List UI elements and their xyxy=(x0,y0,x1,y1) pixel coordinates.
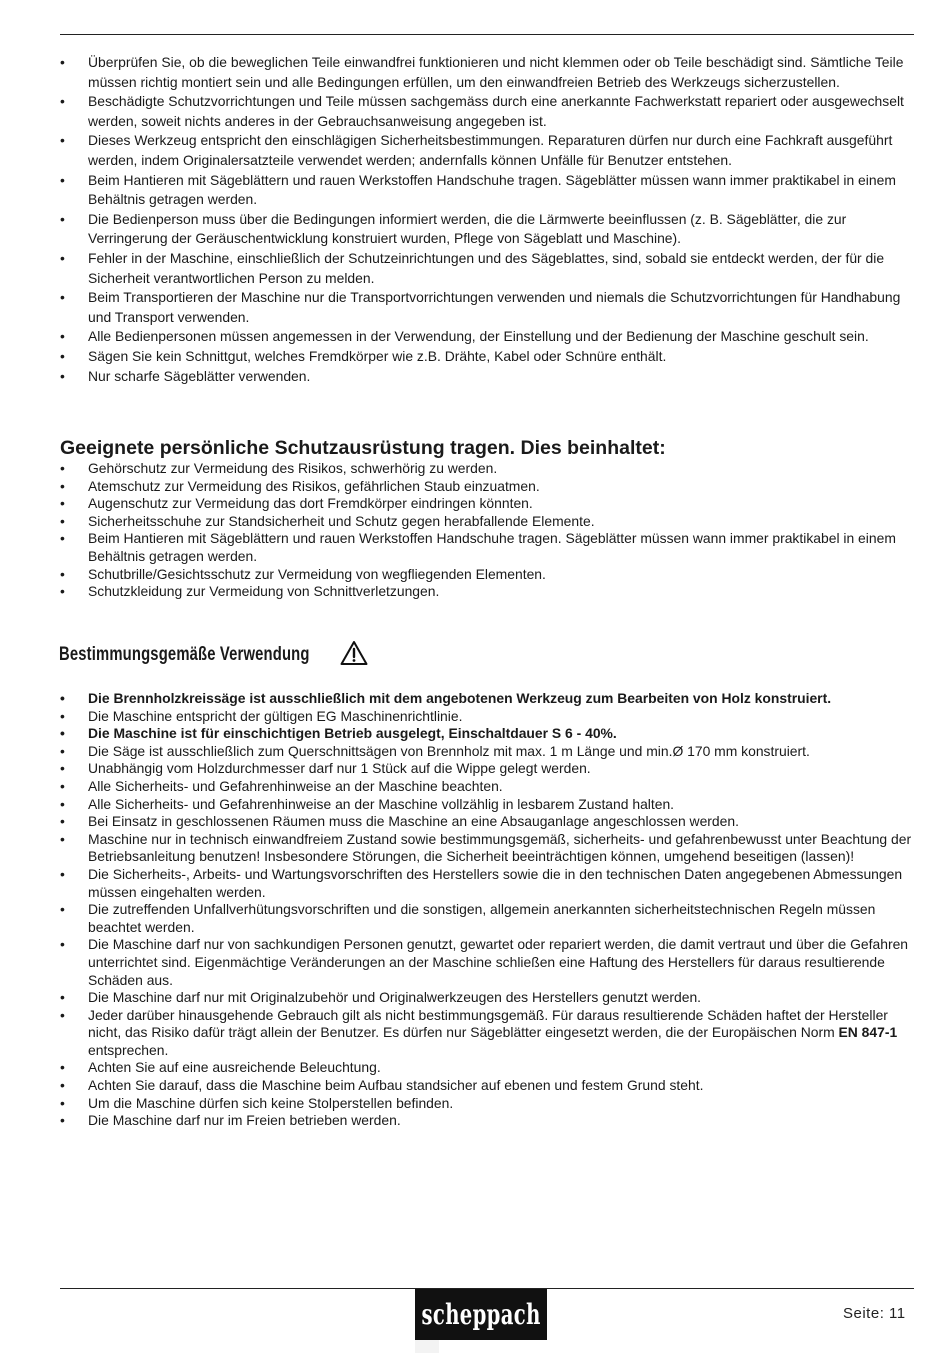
list-item-norm xyxy=(60,1007,914,1060)
list-item: • Bei Einsatz in geschlossenen Räumen muss die Maschine an eine Absauganlage angeschlossen werden. xyxy=(60,813,914,831)
norm-text-before: Jeder darüber hinausgehende Gebrauch gilt als nicht bestimmungsgemäß. Für daraus resultierende Schäden haftet der Hersteller nicht, das Risiko dafür trägt allein der Benutzer. Es dürfen nur Sägeblätter eingesetzt werden, die der Europäischen Norm xyxy=(88,1006,888,1041)
page-number: Seite: 11 xyxy=(843,1305,906,1322)
list-item: • Unabhängig vom Holzdurchmesser darf nur 1 Stück auf die Wippe gelegt werden. xyxy=(60,760,914,778)
norm-text-after: entsprechen. xyxy=(88,1041,169,1058)
list-item: • Die Maschine ist für einschichtigen Betrieb ausgelegt, Einschaltdauer S 6 - 40%. xyxy=(60,725,914,743)
list-item: • Augenschutz zur Vermeidung das dort Fremdkörper eindringen könnten. xyxy=(60,495,914,513)
list-item: • Die zutreffenden Unfallverhütungsvorschriften und die sonstigen, allgemein anerkannten sicherheitstechnischen Regeln müssen beachtet werden. xyxy=(60,901,914,936)
list-item: • Um die Maschine dürfen sich keine Stolperstellen befinden. xyxy=(60,1095,914,1113)
list-item: • Achten Sie auf eine ausreichende Beleuchtung. xyxy=(60,1059,914,1077)
list-item: • Atemschutz zur Vermeidung des Risikos, gefährlichen Staub einzuatmen. xyxy=(60,478,914,496)
list-item: • Beim Transportieren der Maschine nur die Transportvorrichtungen verwenden und niemals die Schutzvorrichtungen für Handhabung und Transport verwenden. xyxy=(60,288,914,327)
list-item: • Fehler in der Maschine, einschließlich der Schutzeinrichtungen und des Sägeblattes, sind, sobald sie entdeckt werden, der für die Sicherheit verantwortlichen Person zu melden. xyxy=(60,249,914,288)
intended-use-list xyxy=(60,690,914,1130)
ppe-list xyxy=(60,460,914,601)
list-item: • Beim Hantieren mit Sägeblättern und rauen Werkstoffen Handschuhe tragen. Sägeblätter müssen wann immer praktikabel in einem Behältnis getragen werden. xyxy=(60,530,914,565)
ppe-heading: Geeignete persönliche Schutzausrüstung tragen. Dies beinhaltet: xyxy=(60,437,666,459)
list-item: • Sicherheitsschuhe zur Standsicherheit und Schutz gegen herabfallende Elemente. xyxy=(60,513,914,531)
list-item: • Die Brennholzkreissäge ist ausschließlich mit dem angebotenen Werkzeug zum Bearbeiten von Holz konstruiert. xyxy=(60,690,914,708)
intended-use-heading: Bestimmungsgemäße Verwendung xyxy=(59,644,310,665)
list-item: • Die Maschine darf nur mit Originalzubehör und Originalwerkzeugen des Herstellers genutzt werden. xyxy=(60,989,914,1007)
list-item: • Sägen Sie kein Schnittgut, welches Fremdkörper wie z.B. Drähte, Kabel oder Schnüre enthält. xyxy=(60,347,914,367)
list-item: • Die Maschine entspricht der gültigen EG Maschinenrichtlinie. xyxy=(60,708,914,726)
list-item: • Überprüfen Sie, ob die beweglichen Teile einwandfrei funktionieren und nicht klemmen oder ob Teile beschädigt sind. Sämtliche Teile müssen richtig montiert sein und alle Bedingungen erfüllen, um den einwandfreien Betrieb des Werkzeugs sicherzustellen. xyxy=(60,53,914,92)
list-item: • Beim Hantieren mit Sägeblättern und rauen Werkstoffen Handschuhe tragen. Sägeblätter müssen wann immer praktikabel in einem Behältnis getragen werden. xyxy=(60,171,914,210)
norm-code: EN 847-1 xyxy=(838,1024,898,1041)
top-rule xyxy=(60,34,914,35)
list-item: • Alle Bedienpersonen müssen angemessen in der Verwendung, der Einstellung und der Bedienung der Maschine geschult sein. xyxy=(60,327,914,347)
list-item: • Schutzkleidung zur Vermeidung von Schnittverletzungen. xyxy=(60,583,914,601)
list-item: • Alle Sicherheits- und Gefahrenhinweise an der Maschine beachten. xyxy=(60,778,914,796)
list-item: • Die Sicherheits-, Arbeits- und Wartungsvorschriften des Herstellers sowie die in den technischen Daten angegebenen Abmessungen müssen eingehalten werden. xyxy=(60,866,914,901)
list-item: • Nur scharfe Sägeblätter verwenden. xyxy=(60,367,914,387)
list-item: • Die Säge ist ausschließlich zum Querschnittsägen von Brennholz mit max. 1 m Länge und min.Ø 170 mm konstruiert. xyxy=(60,743,914,761)
list-item: • Gehörschutz zur Vermeidung des Risikos, schwerhörig zu werden. xyxy=(60,460,914,478)
list-item: • Dieses Werkzeug entspricht den einschlägigen Sicherheitsbestimmungen. Reparaturen dürfen nur durch eine Fachkraft ausgeführt werden, indem Originalersatzteile verwendet werden; andernfalls können Unfälle für Benutzer entstehen. xyxy=(60,131,914,170)
list-item: • Schutbrille/Gesichtsschutz zur Vermeidung von wegfliegenden Elementen. xyxy=(60,566,914,584)
scheppach-logo: scheppach xyxy=(415,1289,547,1340)
list-item: • Achten Sie darauf, dass die Maschine beim Aufbau standsicher auf ebenen und festem Grund steht. xyxy=(60,1077,914,1095)
safety-list xyxy=(60,53,914,386)
logo-tail-decoration xyxy=(415,1340,439,1353)
list-item: • Die Bedienperson muss über die Bedingungen informiert werden, die die Lärmwerte beeinflussen (z. B. Sägeblätter, die zur Verringerung der Geräuschentwicklung konstruiert wurden, Pflege von Sägeblatt und Maschine). xyxy=(60,210,914,249)
list-item: • Alle Sicherheits- und Gefahrenhinweise an der Maschine vollzählig in lesbarem Zustand halten. xyxy=(60,796,914,814)
list-item: • Die Maschine darf nur von sachkundigen Personen genutzt, gewartet oder repariert werden, die damit vertraut und über die Gefahren unterrichtet sind. Eigenmächtige Veränderungen an der Maschine schließen eine Haftung des Herstellers für daraus resultierende Schäden aus. xyxy=(60,936,914,989)
warning-triangle-icon xyxy=(340,640,368,666)
list-item: • Die Maschine darf nur im Freien betrieben werden. xyxy=(60,1112,914,1130)
list-item: • Beschädigte Schutzvorrichtungen und Teile müssen sachgemäss durch eine anerkannte Fachwerkstatt repariert oder ausgewechselt werden, soweit nichts anderes in der Gebrauchsanweisung angegeben ist. xyxy=(60,92,914,131)
list-item: • Maschine nur in technisch einwandfreiem Zustand sowie bestimmungsgemäß, sicherheits- und gefahrenbewusst unter Beachtung der Betriebsanleitung benutzen! Insbesondere Störungen, die Sicherheit beeinträchtigen können, umgehend beseitigen (lassen)! xyxy=(60,831,914,866)
